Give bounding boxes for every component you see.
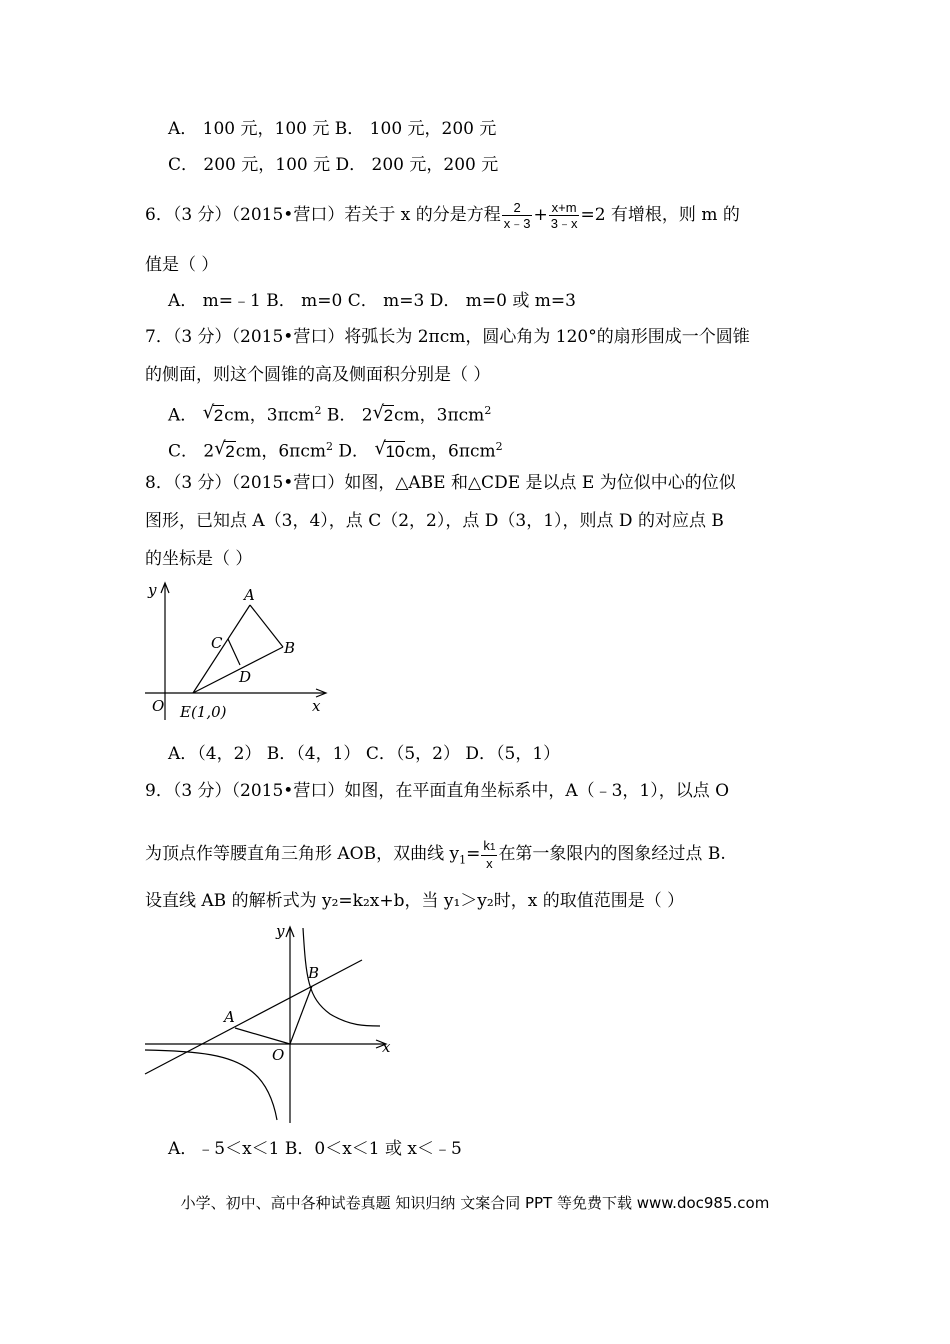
q9-stem-line1: 9．（3 分）（2015•营口）如图，在平面直角坐标系中，A（﹣3，1），以点 O bbox=[145, 781, 730, 801]
q9-label-y: y bbox=[276, 922, 285, 940]
q8-label-b: B bbox=[284, 639, 296, 657]
q6-stem-line2: 值是（ ） bbox=[145, 255, 219, 275]
q7-stem-line2: 的侧面，则这个圆锥的高及侧面积分别是（ ） bbox=[145, 365, 491, 385]
q6-stem-line1: 6．（3 分）（2015•营口）若关于 x 的分是方程 $\frac{2}{x﹣3}$ + $\frac{x+m}{3﹣x}$ =2 有增根，则 m 的 bbox=[145, 200, 740, 231]
q9-line-ab bbox=[145, 960, 362, 1074]
q8-label-c: C bbox=[211, 634, 223, 652]
q9-label-o: O bbox=[272, 1046, 285, 1064]
q6-options: A． m=﹣1 B． m=0 C． m=3 D． m=0 或 m=3 bbox=[168, 291, 576, 311]
q9-fraction: $\frac{k1}{x}$ bbox=[483, 838, 496, 871]
q9-segment-ao bbox=[235, 1028, 290, 1044]
q9-segment-ob bbox=[290, 986, 312, 1044]
q6-suffix: =2 有增根，则 m 的 bbox=[580, 205, 740, 225]
q8-figure bbox=[140, 575, 340, 725]
q8-line-ab bbox=[250, 605, 283, 647]
q7-c-radical: √ 2 bbox=[214, 437, 235, 461]
q8-label-a: A bbox=[244, 586, 255, 604]
q9-options: A．﹣5＜x＜1 B．0＜x＜1 或 x＜﹣5 bbox=[168, 1139, 462, 1159]
q8-options: A．（4，2） B．（4，1） C．（5，2） D．（5，1） bbox=[168, 744, 561, 764]
q9-stem-line2: 为顶点作等腰直角三角形 AOB，双曲线 $y_1=$ $\frac{k1}{x}$ 在第一象限内的图象经过点 B. bbox=[145, 838, 726, 871]
q8-line-cd bbox=[228, 639, 240, 665]
q7-options-ab: A． √ 2cm，3πcm$^2$ B． 2 √ 2cm，3πcm$^2$ bbox=[168, 401, 492, 426]
q9-label-b: B bbox=[308, 964, 320, 982]
q8-label-x: x bbox=[312, 697, 321, 715]
page-footer: 小学、初中、高中各种试卷真题 知识归纳 文案合同 PPT 等免费下载 www.doc985.com bbox=[180, 1194, 770, 1212]
q6-fraction-2: $\frac{x+m}{3﹣x}$ bbox=[550, 200, 578, 231]
q9-label-a: A bbox=[224, 1008, 235, 1026]
q9-label-x: x bbox=[382, 1038, 391, 1056]
q8-stem-line3: 的坐标是（ ） bbox=[145, 549, 253, 569]
q9-stem-line3: 设直线 AB 的解析式为 y₂=k₂x+b，当 y₁＞y₂时，x 的取值范围是（ ） bbox=[145, 891, 685, 911]
q8-label-d: D bbox=[239, 668, 252, 686]
q7-a-radical: √ 2 bbox=[202, 401, 224, 425]
q8-label-o: O bbox=[152, 697, 165, 715]
q8-stem-line2: 图形，已知点 A（3，4），点 C（2，2），点 D（3，1），则点 D 的对应点 B bbox=[145, 511, 724, 531]
q7-b-radical: √ 2 bbox=[372, 401, 394, 425]
q7-d-radical: √ 10 bbox=[374, 437, 405, 461]
q9-figure bbox=[140, 918, 400, 1128]
q7-stem-line1: 7．（3 分）（2015•营口）将弧长为 2πcm，圆心角为 120°的扇形围成一个圆锥 bbox=[145, 327, 750, 347]
q8-stem-line1: 8．（3 分）（2015•营口）如图，△ABE 和△CDE 是以点 E 为位似中心的位似 bbox=[145, 473, 736, 493]
q5-options-cd: C． 200 元，100 元 D． 200 元，200 元 bbox=[168, 155, 499, 175]
q6-fraction-1: $\frac{2}{x﹣3}$ bbox=[503, 200, 531, 231]
q8-label-e: E(1,0) bbox=[180, 703, 227, 721]
q7-options-cd: C． 2 √ 2cm，6πcm$^2$ D． √ 10cm，6πcm$^2$ bbox=[168, 437, 503, 462]
q9-hyperbola-q3 bbox=[145, 1050, 277, 1120]
q8-label-y: y bbox=[148, 581, 157, 599]
q8-line-eb bbox=[193, 647, 283, 693]
q5-options-ab: A． 100 元，100 元 B． 100 元，200 元 bbox=[168, 119, 497, 139]
q6-prefix: 6．（3 分）（2015•营口）若关于 x 的分是方程 bbox=[145, 205, 501, 225]
